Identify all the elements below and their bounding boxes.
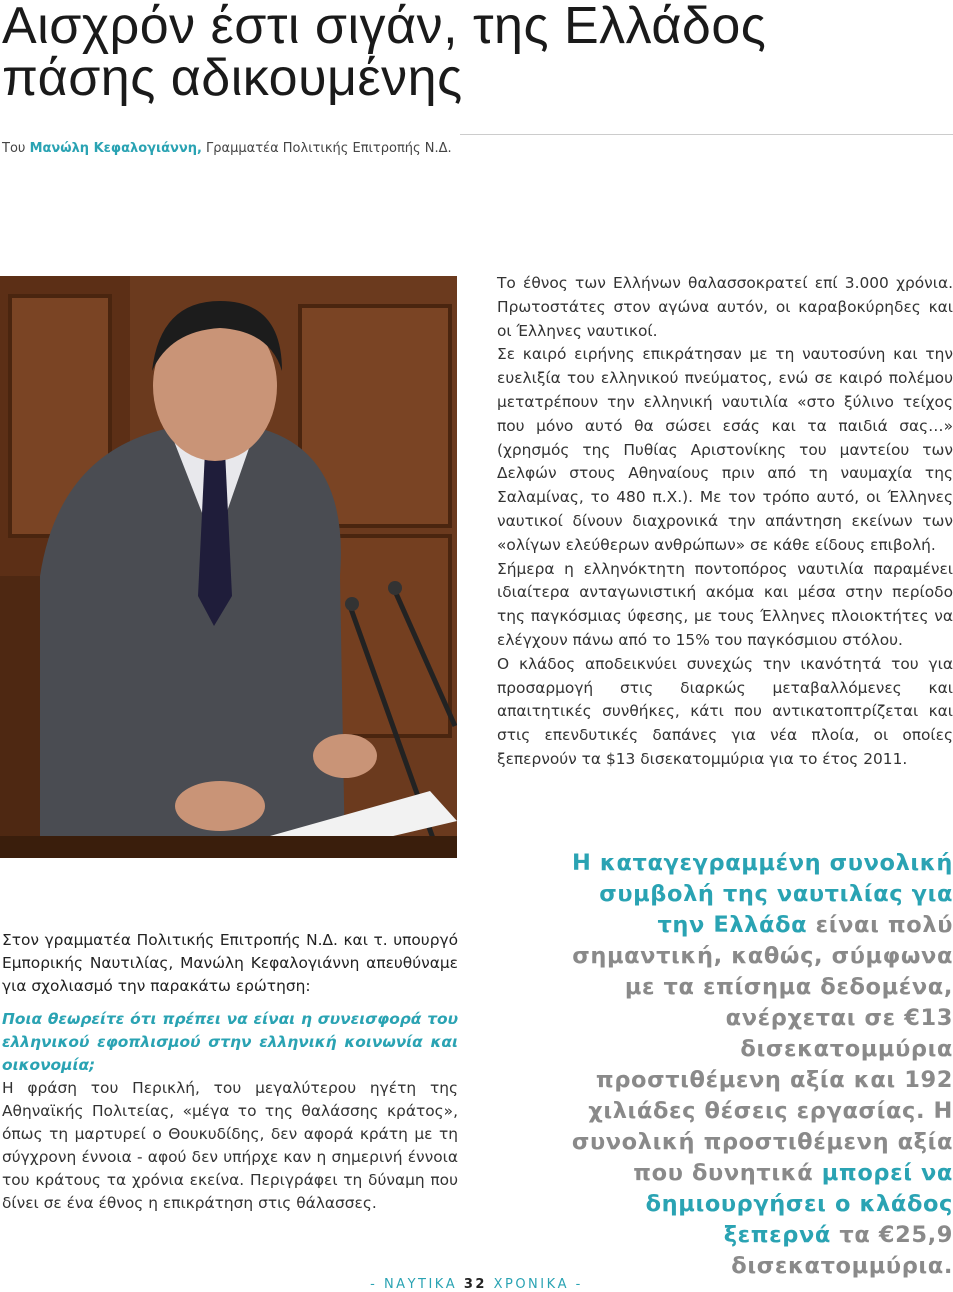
title-line-1: Αισχρόν έστι σιγάν, της Ελλάδος: [2, 0, 767, 55]
page-footer: [0, 1277, 953, 1292]
footer-prefix: - ΝΑΥΤΙΚΑ: [370, 1277, 464, 1292]
pull-quote-text-2: τα €25,9 δισεκατομμύρια.: [731, 1222, 953, 1279]
pull-quote-highlight-1: Η καταγεγραμμένη συνολική συμβολή της ναυτιλίας για την Ελλάδα: [572, 850, 953, 938]
title-line-2: πάσης αδικουμένης: [2, 49, 463, 107]
pull-quote: [560, 848, 953, 1282]
pull-quote-text-1: είναι πολύ σημαντική, καθώς, σύμφωνα με τα επίσημα δεδομένα, ανέρχεται σε €13 δισεκατομμύρια προστιθέμενη αξία και 192 χιλιάδες θέσεις εργασίας. Η συνολική προστιθέμενη αξία που δυνητικά: [571, 912, 953, 1186]
page-number: 32: [463, 1277, 487, 1292]
right-column-text: [497, 272, 953, 772]
byline-suffix: Γραμματέα Πολιτικής Επιτροπής Ν.Δ.: [201, 141, 452, 156]
article-title: [2, 0, 942, 107]
byline: [2, 141, 942, 156]
interview-answer: Η φράση του Περικλή, του μεγαλύτερου ηγέτη της Αθηναϊκής Πολιτείας, «μέγα το της θαλάσσης κράτος», όπως τη μαρτυρεί ο Θουκυδίδης, δεν αφορά κράτη με τη σύγχρονη έννοια - αφού δεν υπήρχε καν η σημερινή έννοια του κράτους τα χρόνια εκείνα. Περιγράφει τη δύναμη που δίνει σε ένα έθνος η επικράτηση στις θάλασσες.: [2, 1079, 458, 1212]
header-divider: [460, 134, 953, 135]
byline-prefix: Του: [2, 141, 30, 156]
byline-author: Μανώλη Κεφαλογιάννη,: [29, 141, 202, 156]
footer-suffix: ΧΡΟΝΙΚΑ -: [486, 1277, 583, 1292]
right-paragraph-4: Ο κλάδος αποδεικνύει συνεχώς την ικανότητά του για προσαρμογή στις διαρκώς μεταβαλλόμενες και απαιτητικές συνθήκες, κάτι που αντικατοπτρίζεται και στις επενδυτικές δαπάνες για νέα πλοία, οι οποίες ξεπερνούν τα $13 δισεκατομμύρια για το έτος 2011.: [497, 654, 953, 768]
pull-quote-highlight-2: μπορεί να δημιουργήσει ο κλάδος ξεπερνά: [645, 1160, 953, 1248]
left-column-text: [2, 929, 458, 1215]
right-paragraph-1: Το έθνος των Ελλήνων θαλασσοκρατεί επί 3.000 χρόνια. Πρωτοστάτες στον αγώνα αυτόν, οι καραβοκύρηδες και οι Έλληνες ναυτικοί.: [497, 274, 953, 340]
author-photo-illustration: [0, 276, 457, 858]
author-photo: [0, 276, 457, 858]
interview-question: Ποια θεωρείτε ότι πρέπει να είναι η συνεισφορά του ελληνικού εφοπλισμού στην ελληνική κοινωνία και οικονομία;: [2, 1010, 458, 1074]
right-paragraph-2: Σε καιρό ειρήνης επικράτησαν με τη ναυτοσύνη και την ευελιξία του ελληνικού πνεύματος, ενώ σε καιρό πολέμου μετατρέπουν την ελληνική ναυτιλία «στο ξύλινο τείχος που μόνο αυτό θα σώσει εσάς και τα παιδιά σας…» (χρησμός της Πυθίας Αριστονίκης του μαντείου των Δελφών στους Αθηναίους πριν από τη ναυμαχία της Σαλαμίνας, το 480 π.Χ.). Με τον τρόπο αυτό, οι Έλληνες ναυτικοί δίνουν διαχρονικά την απάντηση εκείνων των «ολίγων ελεύθερων ανθρώπων» σε κάθε είδους επιβολή.: [497, 345, 953, 554]
right-paragraph-3: Σήμερα η ελληνόκτητη ποντοπόρος ναυτιλία παραμένει ιδιαίτερα ανταγωνιστική ακόμα και μέσα στην περίοδο της παγκόσμιας ύφεσης, με τους Έλληνες πλοιοκτήτες να ελέγχουν πάνω από το 15% του παγκόσμιου στόλου.: [497, 559, 953, 649]
interview-intro: Στον γραμματέα Πολιτικής Επιτροπής Ν.Δ. και τ. υπουργό Εμπορικής Ναυτιλίας, Μανώλη Κεφαλογιάννη απευθύναμε για σχολιασμό την παρακάτω ερώτηση:: [2, 931, 458, 995]
